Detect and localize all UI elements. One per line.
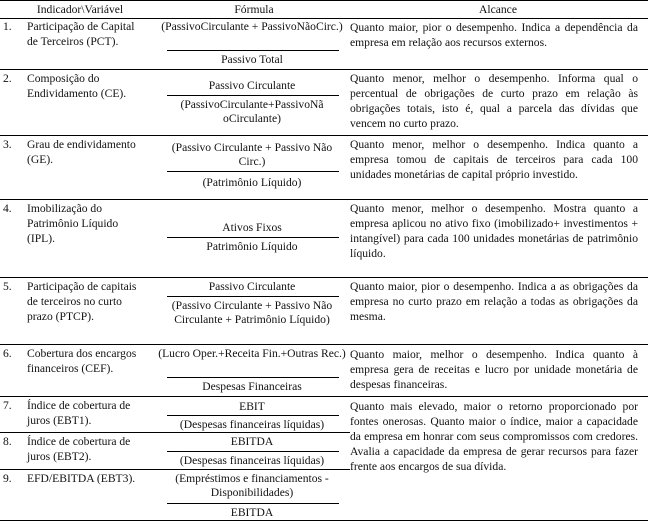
fraction-bar: [167, 171, 339, 172]
table-top-rule: [0, 0, 648, 1]
formula-denominator: Patrimônio Líquido: [206, 240, 298, 253]
formula-denominator: (Patrimônio Líquido): [202, 176, 302, 189]
row-divider: [0, 344, 648, 345]
row-divider: [0, 469, 350, 470]
fraction-bar: [167, 95, 339, 96]
header-formula: Fórmula: [234, 3, 274, 16]
fraction-bar: [167, 415, 339, 416]
formula-numerator: (Passivo Circulante + Passivo Não Circ.): [171, 141, 333, 168]
fraction-bar: [167, 503, 339, 504]
indicator-name: Composição do Endividamento (CE).: [27, 72, 127, 100]
row-number: 3.: [3, 138, 12, 151]
formula-denominator: (Despesas financeiras líquidas): [179, 418, 325, 431]
formula-denominator: (Passivo Circulante + Passivo Não Circulante + Patrimônio Líquido): [171, 299, 333, 326]
formula-denominator: (Despesas financeiras líquidas): [179, 454, 325, 467]
row-divider: [0, 199, 648, 200]
indicator-name: Participação de capitais de terceiros no curto prazo (PTCP).: [27, 280, 137, 323]
row-number: 1.: [3, 20, 12, 33]
formula-numerator: Ativos Fixos: [222, 221, 282, 234]
formula-denominator: EBITDA: [230, 506, 274, 519]
indicator-name: EFD/EBITDA (EBT3).: [27, 472, 136, 485]
fraction-bar: [167, 296, 339, 297]
row-number: 7.: [3, 399, 12, 412]
fraction-bar: [167, 451, 339, 452]
row-number: 4.: [3, 202, 12, 215]
formula-numerator: EBIT: [239, 400, 265, 413]
formula-denominator: Passivo Total: [221, 53, 283, 66]
scope-text-shared: Quanto mais elevado, maior o retorno proporcionado por fontes onerosas. Quanto maior o índice, maior a capacidade da empresa em honrar com seus compromissos com credores. Avalia a capacidade da empresa de gerar recursos para fazer frente aos encargos de sua dívida.: [350, 400, 638, 474]
formula-numerator: Passivo Circulante: [208, 79, 296, 92]
row-number: 8.: [3, 435, 12, 448]
indicator-name: Índice de cobertura de juros (EBT2).: [27, 435, 131, 463]
scope-text: Quanto menor, melhor o desempenho. Indica quanto a empresa tomou de capitais de terceiros para cada 100 unidades monetárias de capital próprio investido.: [350, 138, 638, 182]
formula-numerator: (Empréstimos e financiamentos -Disponibilidades): [175, 472, 329, 499]
row-divider: [0, 396, 648, 397]
fraction-bar: [167, 50, 339, 51]
scope-text: Quanto maior, melhor o desempenho. Indica quanto à empresa gera de receitas e lucro por unidade monetária de despesas financeiras.: [350, 348, 638, 392]
scope-text: Quanto maior, pior o desempenho. Indica a as obrigações da empresa no curto prazo em relação a todas as obrigações da mesma.: [350, 280, 638, 324]
header-indicator: Indicador\Variável: [36, 3, 124, 16]
row-divider: [0, 277, 648, 278]
indicator-name: Grau de endividamento (GE).: [27, 138, 136, 166]
row-divider: [0, 135, 648, 136]
formula-numerator: EBITDA: [230, 435, 274, 448]
indicator-name: Índice de cobertura de juros (EBT1).: [27, 399, 131, 427]
row-divider: [0, 69, 648, 70]
formula-denominator: (PassivoCirculante+PassivoNã oCirculante): [180, 98, 324, 125]
scope-text: Quanto menor, melhor o desempenho. Mostra quanto a empresa aplicou no ativo fixo (imobilizado+ investimentos + intangível) para cada 100 unidades monetárias de patrimônio líquido.: [350, 202, 638, 261]
header-scope: Alcance: [479, 3, 517, 16]
fraction-bar: [167, 377, 339, 378]
scope-text: Quanto maior, pior o desempenho. Indica a dependência da empresa em relação aos recursos externos.: [350, 21, 638, 50]
indicator-name: Participação de Capital de Terceiros (PCT).: [27, 20, 135, 48]
formula-denominator: Despesas Financeiras: [202, 380, 302, 393]
row-divider: [0, 432, 350, 433]
row-number: 5.: [3, 280, 12, 293]
indicator-name: Imobilização do Patrimônio Líquido (IPL).: [27, 202, 119, 245]
formula-numerator: (Lucro Oper.+Receita Fin.+Outras Rec.): [158, 347, 346, 360]
fraction-bar: [167, 237, 339, 238]
row-number: 6.: [3, 347, 12, 360]
scope-text: Quanto menor, melhor o desempenho. Informa qual o percentual de obrigações de curto prazo em relação às obrigações totais, isto é, qual a parcela das dívidas que vencem no curto prazo.: [350, 72, 638, 131]
formula-numerator: (PassivoCirculante + PassivoNãoCirc.): [161, 20, 343, 33]
row-number: 2.: [3, 72, 12, 85]
row-number: 9.: [3, 472, 12, 485]
formula-numerator: Passivo Circulante: [208, 280, 296, 293]
table-bottom-rule: [0, 520, 648, 521]
indicator-name: Cobertura dos encargos financeiros (CEF).: [27, 347, 137, 375]
